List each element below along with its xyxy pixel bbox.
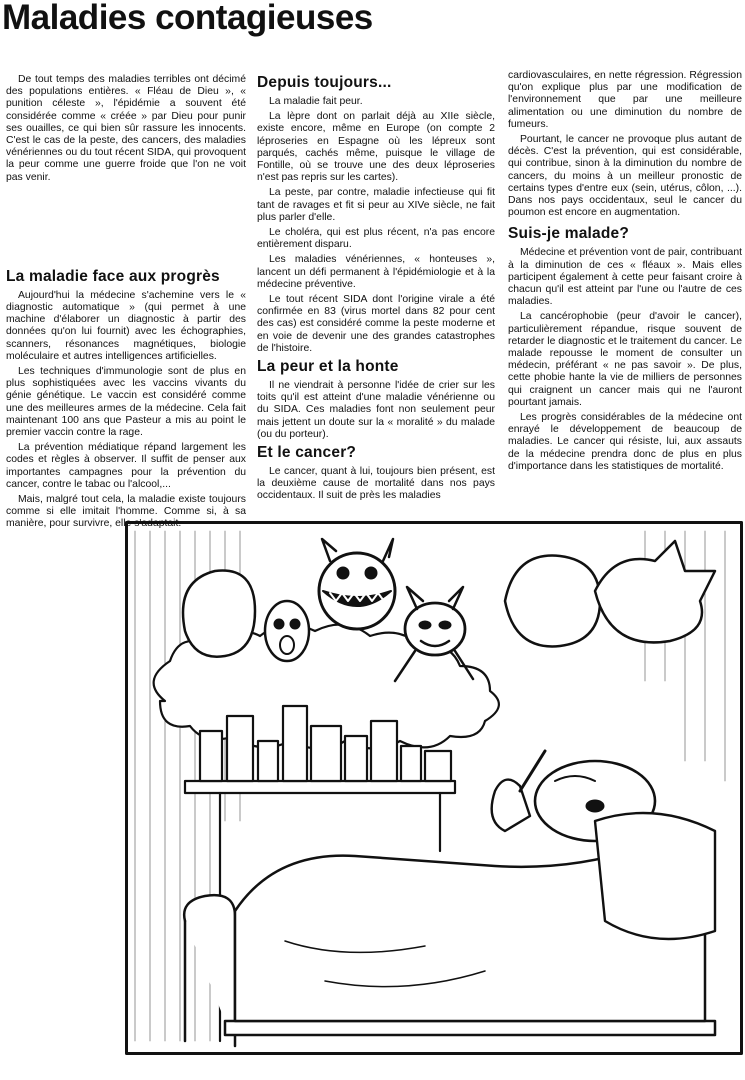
hand [492, 780, 530, 831]
paragraph: La peste, par contre, maladie infectieuse qui fit tant de ravages et fit si peur au XIVe siècle, ne fait plus parler d'elle. [257, 187, 495, 223]
heading-cancer: Et le cancer? [257, 444, 357, 462]
monster-bat [595, 541, 715, 642]
illustration-sick-man-in-bed [125, 521, 743, 1055]
pillow [595, 813, 715, 939]
paragraph: cardiovasculaires, en nette régression. Régression qu'on explique plus par une modification de l'environnement que par une meilleure alimentation ou une diminution du nombre de fumeurs. [508, 70, 742, 130]
heading-peur-honte: La peur et la honte [257, 358, 399, 376]
intro-paragraph: De tout temps des maladies terribles ont décimé des populations entières. « Fléau de Dieu », « punition céleste », l'épidémie a souvent été considérée comme « créée » par Dieu pour punir ses ouailles, ce qui bien sûr rassure les innocents. C'est le cas de la peste, des cancers, des maladies vénériennes ou du tout récent SIDA, qui provoquent la peur comme une guerre froide que l'on ne voit pas venir. [6, 74, 246, 183]
paragraph: Le choléra, qui est plus récent, n'a pas encore entièrement disparu. [257, 227, 495, 251]
heading-depuis-toujours: Depuis toujours... [257, 74, 392, 91]
paragraph: Médecine et prévention vont de pair, contribuant à la diminution de ces « fléaux ». Mais elles participent également à cette peur faisant croire à chacun qu'il est atteint par l'une ou l'autre de ces maladies. [508, 247, 742, 308]
page-title: Maladies contagieuses [2, 0, 373, 37]
paragraph: Le cancer, quant à lui, toujours bien présent, est la deuxième cause de mortalité dans nos pays occidentaux. Il suit de près les maladies [257, 466, 495, 502]
paragraph: Le tout récent SIDA dont l'origine virale a été confirmée en 83 (virus mortel dans 82 pour cent des cas) est considéré comme la peste moderne et en voie de devenir une des grandes catastrophes de l'histoire. [257, 294, 495, 354]
monster-grin [319, 553, 395, 629]
column-1 [6, 74, 246, 534]
column-2 [257, 74, 495, 506]
monster-blob [505, 556, 600, 647]
monster-ghost [183, 571, 255, 657]
paragraph: Les progrès considérables de la médecine ont enrayé le développement de beaucoup de maladies. Le cancer qui résiste, lui, aux assauts de la médecine prendra donc de plus en plus d'importance dans les statistiques de mortalité. [508, 412, 742, 472]
paragraph: La lèpre dont on parlait déjà au XIIe siècle, existe encore, même en Europe (on compte 2 léproseries en Espagne où les lépreux sont parqués, cachés même, puisque le village de Fontille, où se trouve une des deux léproseries n'est pas repris sur les cartes). [257, 111, 495, 184]
paragraph: Les techniques d'immunologie sont de plus en plus sophistiquées avec les vaccins vivants du génie génétique. Le vaccin est considéré comme une des meilleures armes de la médecine. Cela fait maintenant 100 ans que Pasteur a mis au point le premier vaccin contre la rage. [6, 366, 246, 439]
paragraph: La maladie fait peur. [269, 96, 363, 107]
paragraph: Pourtant, le cancer ne provoque plus autant de décès. C'est la prévention, qui est considérable, qui contribue, sinon à la diminution du nombre de cancers, du moins à un meilleur pronostic de certains types d'entre eux (sein, utérus, côlon, ...). Dans nos pays occidentaux, seul le cancer du poumon est encore en augmentation. [508, 134, 742, 219]
paragraph: Il ne viendrait à personne l'idée de crier sur les toits qu'il est atteint d'une maladie vénérienne ou du SIDA. Ces maladies font non seulement peur mais jettent un doute sur la « moralité » du malade (ou du porteur). [257, 380, 495, 440]
paragraph: Mais, malgré tout cela, la maladie existe toujours comme si elle imitait l'homme. Comme si, à sa manière, pour survivre, elle s'adaptait. [6, 494, 246, 530]
paragraph: La cancérophobie (peur d'avoir le cancer), particulièrement répandue, risque souvent de retarder le diagnostic et le traitement du cancer. Le malade repousse le moment de consulter un médecin, préférant « ne pas savoir ». De plus, cette phobie hante la vie de milliers de personnes qui craignent un cancer mais qui ne l'auront pourtant jamais. [508, 311, 742, 408]
monster-egg [265, 601, 309, 661]
paragraph: La prévention médiatique répand largement les codes et règles à observer. Il suffit de penser aux importantes campagnes pour la prévention du cancer, contre le tabac ou l'alcool,... [6, 442, 246, 490]
paragraph: Aujourd'hui la médecine s'achemine vers le « diagnostic automatique » (qui permet à une machine d'élaborer un diagnostic à partir des données qu'on lui fournit) avec les échographies, scanners, résonances magnétiques, biologie moléculaire et autres intelligences artificielles. [6, 289, 246, 362]
heading-suis-je-malade: Suis-je malade? [508, 225, 630, 243]
column-3 [508, 70, 742, 476]
heading-progres: La maladie face aux progrès [6, 267, 220, 285]
paragraph: Les maladies vénériennes, « honteuses », lancent un défi permanent à l'épidémiologie et à la médecine préventive. [257, 254, 495, 290]
